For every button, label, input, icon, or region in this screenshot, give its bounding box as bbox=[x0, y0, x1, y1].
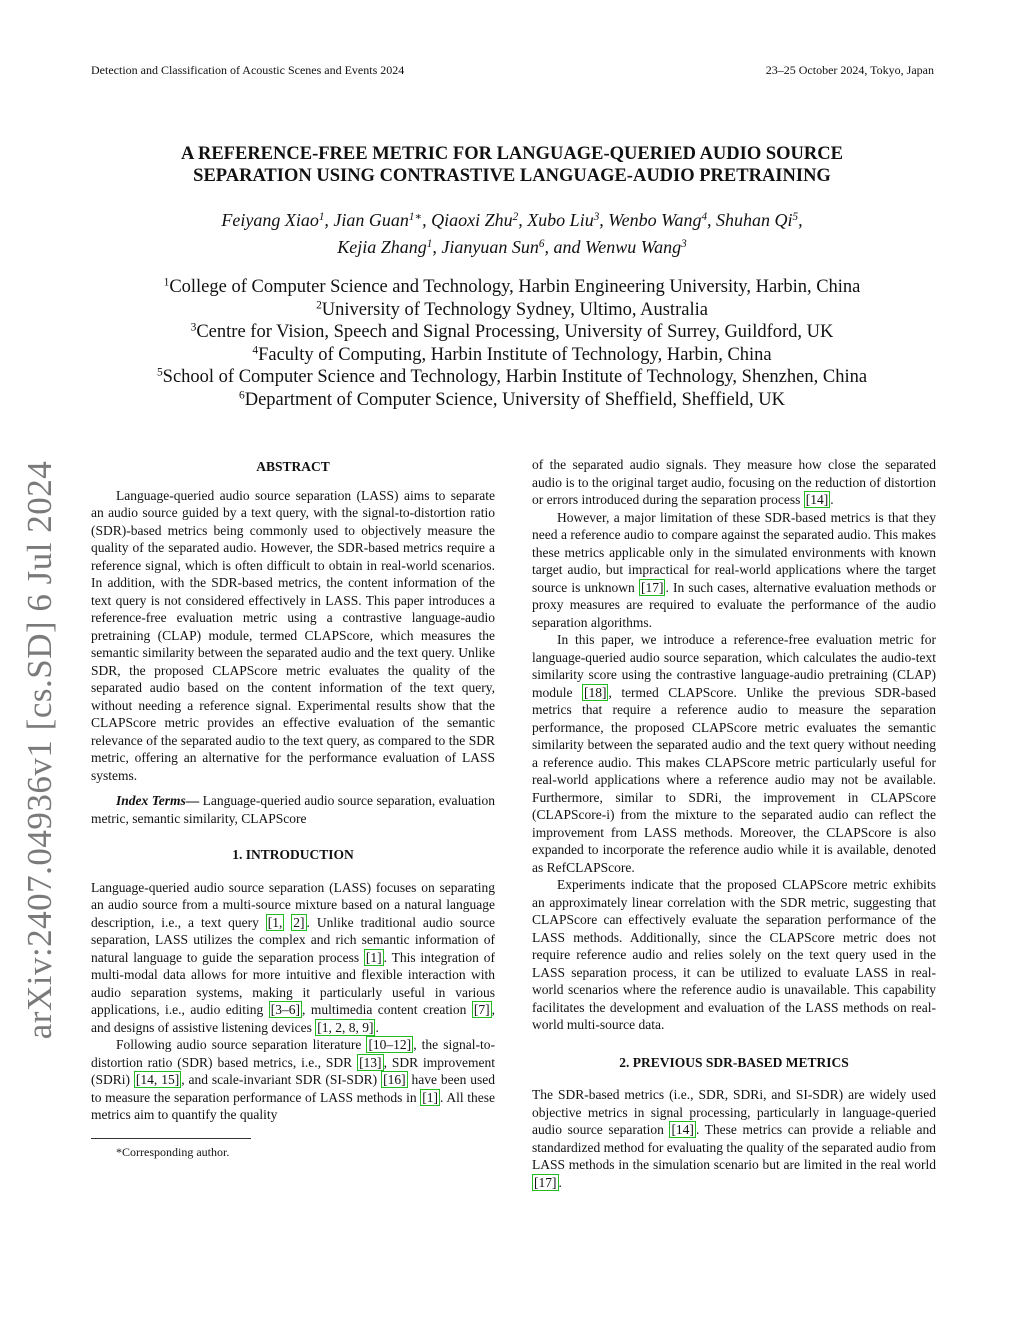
citation-link[interactable]: [14, 15] bbox=[135, 1072, 180, 1087]
affiliation: $^2$University of Technology Sydney, Ultimo, Australia bbox=[316, 299, 708, 320]
section-2-paragraph: The SDR-based metrics (i.e., SDR, SDRi, and SI-SDR) are widely used objective metrics in signal processing, particularly in language-queried audio source separation [14] . These metrics can provide a reliable and standardized method for evaluating the quality of the separated audio from LASS methods in the simulation scenario but are limited in the real world [17] . bbox=[532, 1087, 937, 1190]
left-column bbox=[91, 456, 495, 1161]
author-name: Kejia Zhang bbox=[337, 237, 427, 257]
author-sup: 3 bbox=[593, 210, 600, 223]
citation-link[interactable]: [14] bbox=[805, 492, 829, 507]
affiliation: $^3$Centre for Vision, Speech and Signal Processing, University of Surrey, Guildford, UK bbox=[190, 321, 834, 343]
author-name: and Wenwu Wang bbox=[553, 237, 682, 257]
intro-paragraph-5: In this paper, we introduce a reference-free evaluation metric for language-queried audio source separation, which calculates the audio-text similarity score using the contrastive language-audio pretraining (CLAP) module [18] , termed CLAPScore. Unlike the previous SDR-based metrics that require a reference audio to measure the separation performance, the proposed CLAPScore metric evaluates the semantic similarity between the separated audio and the text query without needing a reference audio. This makes CLAPScore metric particularly useful for real-world applications where a reference audio may not be available. Furthermore, similar to SDRi, the improvement in CLAPScore (CLAPScore-i) from the mixture to the separated audio can reflect the improvement from LASS methods. Moreover, the CLAPScore is also expanded to incorporate the reference audio while it is available, denoted as RefCLAPScore. bbox=[532, 632, 936, 875]
footnote-rule bbox=[91, 1138, 251, 1139]
right-column bbox=[532, 456, 936, 1191]
running-header-right: 23–25 October 2024, Tokyo, Japan bbox=[765, 63, 934, 77]
citation-link[interactable]: [16] bbox=[383, 1072, 406, 1087]
citation-link[interactable]: [17] bbox=[640, 579, 664, 595]
author-sup: 1∗ bbox=[408, 210, 423, 223]
author-name: Wenbo Wang bbox=[608, 210, 702, 230]
citation-link[interactable]: [10–12] bbox=[368, 1037, 412, 1052]
citation-link[interactable]: [3–6] bbox=[270, 1002, 301, 1017]
abstract-heading: ABSTRACT bbox=[256, 459, 330, 474]
citation-link[interactable]: [17] bbox=[534, 1174, 557, 1190]
intro-paragraph-1: Language-queried audio source separation (LASS) focuses on separating an audio source from a multi-source mixture based on a natural language description, i.e., a text query [1, 2] . Unlike traditional audio source separation, LASS utilizes the complex and rich semantic information of natural language to guide the separation process [1] . This integration of multi-modal data allows for more intuitive and flexible interaction with audio separation systems, making it particularly useful in various applications, i.e., audio editing [3–6] , multimedia content creation [7] , and designs of assistive listening devices [1, 2, 8, 9] . bbox=[91, 879, 496, 1035]
running-header-left: Detection and Classification of Acoustic Scenes and Events 2024 bbox=[91, 63, 405, 77]
author-line-1: Feiyang Xiao$^1$, Jian Guan$^{1∗}$, Qiaoxi Zhu$^2$, Xubo Liu$^3$, Wenbo Wang$^4$, Shuhan Qi$^5$, bbox=[221, 210, 803, 230]
title-line-2: SEPARATION USING CONTRASTIVE LANGUAGE-AUDIO PRETRAINING bbox=[193, 166, 831, 186]
author-name: Shuhan Qi bbox=[716, 210, 793, 230]
author-line-2: Kejia Zhang$^1$, Jianyuan Sun$^6$, and Wenwu Wang$^3$ bbox=[337, 237, 687, 257]
intro-paragraph-4: However, a major limitation of these SDR-based metrics is that they need a reference audio to compare against the separated audio. This makes these metrics applicable only in the simulated environments with known target audio, but impractical for real-world applications where the target source is unknown [17] . In such cases, alternative evaluation methods or proxy measures are required to evaluate the performance of the audio separation algorithms. bbox=[532, 509, 936, 630]
footnote: *Corresponding author. bbox=[116, 1144, 230, 1159]
citation-link[interactable]: [1, bbox=[267, 914, 283, 930]
author-sup: 5 bbox=[792, 210, 799, 223]
index-terms-label: Index Terms— bbox=[116, 793, 200, 808]
citation-link[interactable]: [1, 2, 8, 9] bbox=[317, 1019, 374, 1035]
citation-link[interactable]: [7] bbox=[473, 1002, 490, 1017]
citation-link[interactable]: [18] bbox=[583, 684, 607, 700]
citation-link[interactable]: 2] bbox=[293, 914, 305, 930]
intro-heading: 1. INTRODUCTION bbox=[232, 847, 354, 862]
author-name: Jianyuan Sun bbox=[441, 237, 539, 257]
author-name: Jian Guan bbox=[333, 210, 409, 230]
intro-paragraph-2: Following audio source separation literature [10–12] , the signal-to-distortion ratio (SDR) based metrics, i.e., SDR [13] , SDR improvement (SDRi) [14, 15] , and scale-invariant SDR (SI-SDR) [16] have been used to measure the separation performance of LASS methods in [1] . All these metrics aim to quantify the quality bbox=[91, 1037, 496, 1122]
intro-paragraph-6: Experiments indicate that the proposed CLAPScore metric exhibits an approximately linear correlation with the SDR metric, suggesting that CLAPScore can effectively evaluate the separation performance of the LASS methods. Additionally, since the CLAPScore metric does not require reference audio and relies solely on the text query used in the LASS separation process, it can be utilized to evaluate LASS in real-world scenarios where the reference audio is unavailable. This capability facilitates the development and evaluation of the LASS methods on real-world multi-source data. bbox=[532, 877, 936, 1032]
affiliation: $^4$Faculty of Computing, Harbin Institute of Technology, Harbin, China bbox=[252, 344, 772, 365]
author-list bbox=[100, 207, 924, 261]
affiliation-list bbox=[60, 276, 964, 412]
affiliation: $^1$College of Computer Science and Technology, Harbin Engineering University, Harbin, China bbox=[163, 276, 861, 297]
author-sup: 6 bbox=[538, 237, 545, 250]
citation-link[interactable]: [14] bbox=[671, 1122, 694, 1137]
citation-link[interactable]: [13] bbox=[359, 1054, 382, 1070]
index-terms bbox=[91, 792, 495, 827]
citation-link[interactable]: [1] bbox=[422, 1089, 439, 1105]
arxiv-identifier: arXiv:2407.04936v1 [cs.SD] 6 Jul 2024 bbox=[20, 460, 59, 1040]
intro-paragraph-3: of the separated audio signals. They measure how close the separated audio is to the original target audio, focusing on the reduction of distortion or errors introduced during the separation process [14] . bbox=[532, 457, 936, 507]
author-name: Xubo Liu bbox=[527, 210, 594, 230]
abstract-text: Language-queried audio source separation (LASS) aims to separate an audio source guided by a text query, with the signal-to-distortion ratio (SDR)-based metrics being commonly used to objectively measure the quality of the separated audio. However, the SDR-based metrics require a reference signal, which is often difficult to obtain in real-world scenarios. In addition, with the SDR-based metrics, the content information of the text query is not considered effectively in LASS. This paper introduces a reference-free evaluation metric using a contrastive language-audio pretraining (CLAP) module, termed CLAPScore, which measures the semantic similarity between the separated audio and the text query. Unlike SDR, the proposed CLAPScore metric evaluates the quality of the separated audio based on the content information of the text query, without needing a reference signal. Experimental results show that the CLAPScore metric provides an effective evaluation of the semantic relevance of the separated audio to the text query, as compared to the SDR metric, offering an alternative for the performance evaluation of LASS systems. bbox=[91, 487, 495, 783]
citation-link[interactable]: [1] bbox=[365, 949, 382, 965]
author-sup: 1 bbox=[426, 237, 433, 250]
affiliation: $^6$Department of Computer Science, University of Sheffield, Sheffield, UK bbox=[238, 389, 786, 410]
author-name: Qiaoxi Zhu bbox=[431, 210, 513, 230]
author-sup: 4 bbox=[701, 210, 708, 223]
index-terms-text: Language-queried audio source separation, evaluation metric, semantic similarity, CLAPScore bbox=[91, 793, 495, 826]
author-name: Feiyang Xiao bbox=[221, 210, 319, 230]
title-line-1: A REFERENCE-FREE METRIC FOR LANGUAGE-QUERIED AUDIO SOURCE bbox=[181, 144, 843, 164]
author-sup: 3 bbox=[681, 237, 687, 250]
section-2-heading: 2. PREVIOUS SDR-BASED METRICS bbox=[619, 1054, 849, 1070]
paper-title bbox=[100, 143, 924, 187]
author-sup: 2 bbox=[512, 210, 519, 223]
affiliation: $^5$School of Computer Science and Technology, Harbin Institute of Technology, Shenzhen, China bbox=[156, 367, 868, 388]
author-sup: 1 bbox=[318, 210, 325, 223]
